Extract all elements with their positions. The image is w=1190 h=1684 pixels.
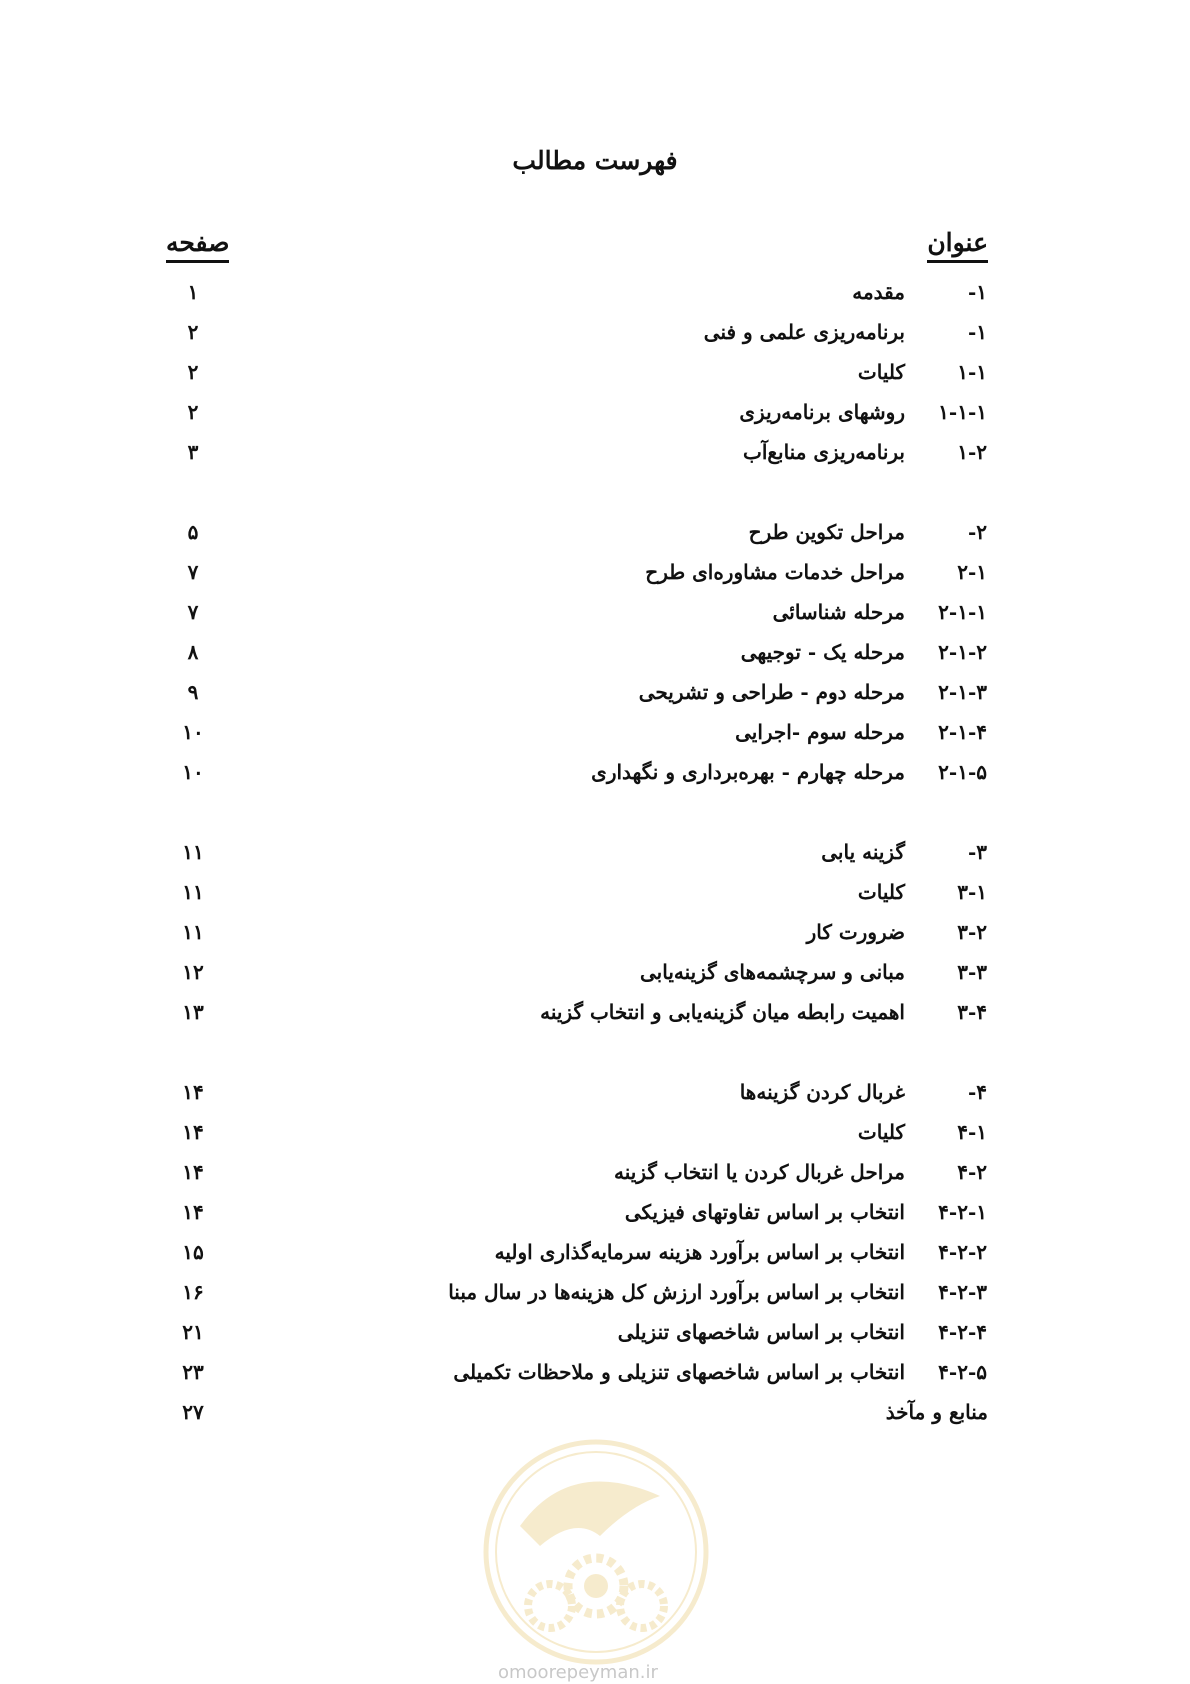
- toc-row-label: انتخاب بر اساس برآورد ارزش کل هزینه‌ها در سال مبنا: [448, 1280, 905, 1304]
- toc-row: [0, 880, 1190, 916]
- toc-row-page: ۱۴: [182, 1200, 204, 1224]
- toc-row-page: ۱۴: [182, 1120, 204, 1144]
- toc-row: [0, 280, 1190, 316]
- toc-row: [0, 680, 1190, 716]
- toc-row-label: مراحل خدمات مشاوره‌ای طرح: [645, 560, 905, 584]
- page-title: فهرست مطالب: [512, 146, 678, 175]
- toc-row-page: ۲۱: [182, 1320, 204, 1344]
- toc-row-number: ۲-۱-۲: [938, 640, 987, 664]
- toc-row-number: ۳-۴: [957, 1000, 987, 1024]
- toc-row-number: ۴-۲-۵: [938, 1360, 987, 1384]
- toc-row-page: ۸: [187, 640, 199, 664]
- toc-row: [0, 720, 1190, 756]
- toc-row-label: مراحل غربال کردن یا انتخاب گزینه: [614, 1160, 905, 1184]
- watermark-url: omoorepeyman.ir: [498, 1662, 658, 1683]
- toc-row-page: ۱۵: [182, 1240, 204, 1264]
- toc-row-number: ۲-۱-۴: [938, 720, 987, 744]
- toc-row-page: ۱۰: [182, 760, 204, 784]
- toc-row-label: برنامه‌ریزی علمی و فنی: [703, 320, 905, 344]
- toc-row: [0, 1280, 1190, 1316]
- toc-row-label: مراحل تکوین طرح: [748, 520, 905, 544]
- toc-row-label: انتخاب بر اساس برآورد هزینه سرمایه‌گذاری اولیه: [494, 1240, 905, 1264]
- toc-row-number: ۳-۲: [957, 920, 987, 944]
- toc-row-page: ۵: [187, 520, 199, 544]
- toc-row-number: ۱-: [967, 320, 987, 344]
- title-column-header: عنوان: [927, 228, 988, 263]
- toc-row-number: ۱-۲: [957, 440, 987, 464]
- toc-row-label: مرحله یک - توجیهی: [740, 640, 905, 664]
- toc-row-label: غربال کردن گزینه‌ها: [739, 1080, 905, 1104]
- toc-row-number: ۱-: [967, 280, 987, 304]
- toc-row: [0, 400, 1190, 436]
- toc-row-number: ۴-۲-۳: [938, 1280, 987, 1304]
- toc-row-page: ۲: [187, 320, 199, 344]
- toc-row-page: ۲: [187, 360, 199, 384]
- toc-row-page: ۲۷: [182, 1400, 204, 1424]
- toc-row-label: مرحله شناسائی: [772, 600, 905, 624]
- toc-row-page: ۱۱: [182, 920, 204, 944]
- toc-row-page: ۱۴: [182, 1160, 204, 1184]
- toc-row-number: ۴-۱: [957, 1120, 987, 1144]
- toc-row-label: انتخاب بر اساس شاخصهای تنزیلی: [617, 1320, 905, 1344]
- toc-row: [0, 600, 1190, 636]
- toc-row-page: ۱۲: [182, 960, 204, 984]
- toc-row-number: ۴-: [967, 1080, 987, 1104]
- toc-row-label: گزینه یابی: [821, 840, 905, 864]
- toc-row-page: ۱۰: [182, 720, 204, 744]
- toc-row-number: ۳-: [967, 840, 987, 864]
- toc-row-label: کلیات: [857, 360, 905, 384]
- toc-row-number: ۴-۲: [957, 1160, 987, 1184]
- toc-row-number: ۱-۱: [957, 360, 987, 384]
- toc-row: [0, 840, 1190, 876]
- toc-row-page: ۱۴: [182, 1080, 204, 1104]
- toc-row-page: ۱۱: [182, 840, 204, 864]
- toc-row-label: اهمیت رابطه میان گزینه‌یابی و انتخاب گزینه: [540, 1000, 905, 1024]
- toc-row: [0, 1200, 1190, 1236]
- toc-row: [0, 1360, 1190, 1396]
- toc-row-number: ۳-۳: [957, 960, 987, 984]
- toc-row: [0, 1160, 1190, 1196]
- toc-row: [0, 640, 1190, 676]
- toc-row-label: مبانی و سرچشمه‌های گزینه‌یابی: [640, 960, 905, 984]
- toc-row-number: ۲-۱-۵: [938, 760, 987, 784]
- watermark-logo-icon: [480, 1436, 712, 1668]
- toc-row: [0, 1400, 1190, 1436]
- toc-row-number: ۲-: [967, 520, 987, 544]
- toc-row-number: ۱-۱-۱: [938, 400, 987, 424]
- toc-row: [0, 760, 1190, 796]
- page-column-header: صفحه: [166, 228, 229, 263]
- toc-row-page: ۷: [187, 600, 199, 624]
- toc-row-label: مرحله دوم - طراحی و تشریحی: [638, 680, 905, 704]
- toc-row-page: ۷: [187, 560, 199, 584]
- toc-row-page: ۱۶: [182, 1280, 204, 1304]
- toc-row-page: ۲: [187, 400, 199, 424]
- toc-row-label: مرحله سوم -اجرایی: [735, 720, 905, 744]
- toc-row-label: کلیات: [857, 1120, 905, 1144]
- toc-row: [0, 960, 1190, 996]
- toc-row: [0, 1320, 1190, 1356]
- toc-row-page: ۳: [187, 440, 199, 464]
- toc-row: [0, 520, 1190, 556]
- toc-row-label: ضرورت کار: [806, 920, 905, 944]
- toc-row-page: ۲۳: [182, 1360, 204, 1384]
- toc-row-label: انتخاب بر اساس تفاوتهای فیزیکی: [624, 1200, 905, 1224]
- toc-row: [0, 1080, 1190, 1116]
- toc-row-label: انتخاب بر اساس شاخصهای تنزیلی و ملاحظات تکمیلی: [453, 1360, 905, 1384]
- toc-row: [0, 560, 1190, 596]
- toc-row-label: مقدمه: [852, 280, 905, 304]
- toc-row-label: منابع و مآخذ: [885, 1400, 988, 1424]
- toc-row-page: ۱۱: [182, 880, 204, 904]
- toc-row-number: ۴-۲-۱: [938, 1200, 987, 1224]
- toc-row: [0, 920, 1190, 956]
- toc-row: [0, 320, 1190, 356]
- toc-row-page: ۱۳: [182, 1000, 204, 1024]
- toc-row-label: روشهای برنامه‌ریزی: [739, 400, 905, 424]
- toc-row-label: برنامه‌ریزی منابع‌آب: [742, 440, 905, 464]
- toc-row: [0, 1000, 1190, 1036]
- toc-row: [0, 1240, 1190, 1276]
- toc-row-number: ۴-۲-۲: [938, 1240, 987, 1264]
- toc-row-number: ۲-۱: [957, 560, 987, 584]
- toc-row-page: ۱: [187, 280, 199, 304]
- toc-row-number: ۴-۲-۴: [938, 1320, 987, 1344]
- toc-row: [0, 360, 1190, 396]
- toc-row: [0, 440, 1190, 476]
- toc-row-label: مرحله چهارم - بهره‌برداری و نگهداری: [591, 760, 905, 784]
- toc-row-label: کلیات: [857, 880, 905, 904]
- toc-row-number: ۲-۱-۳: [938, 680, 987, 704]
- toc-row: [0, 1120, 1190, 1156]
- toc-row-number: ۲-۱-۱: [938, 600, 987, 624]
- toc-row-number: ۳-۱: [957, 880, 987, 904]
- toc-row-page: ۹: [187, 680, 199, 704]
